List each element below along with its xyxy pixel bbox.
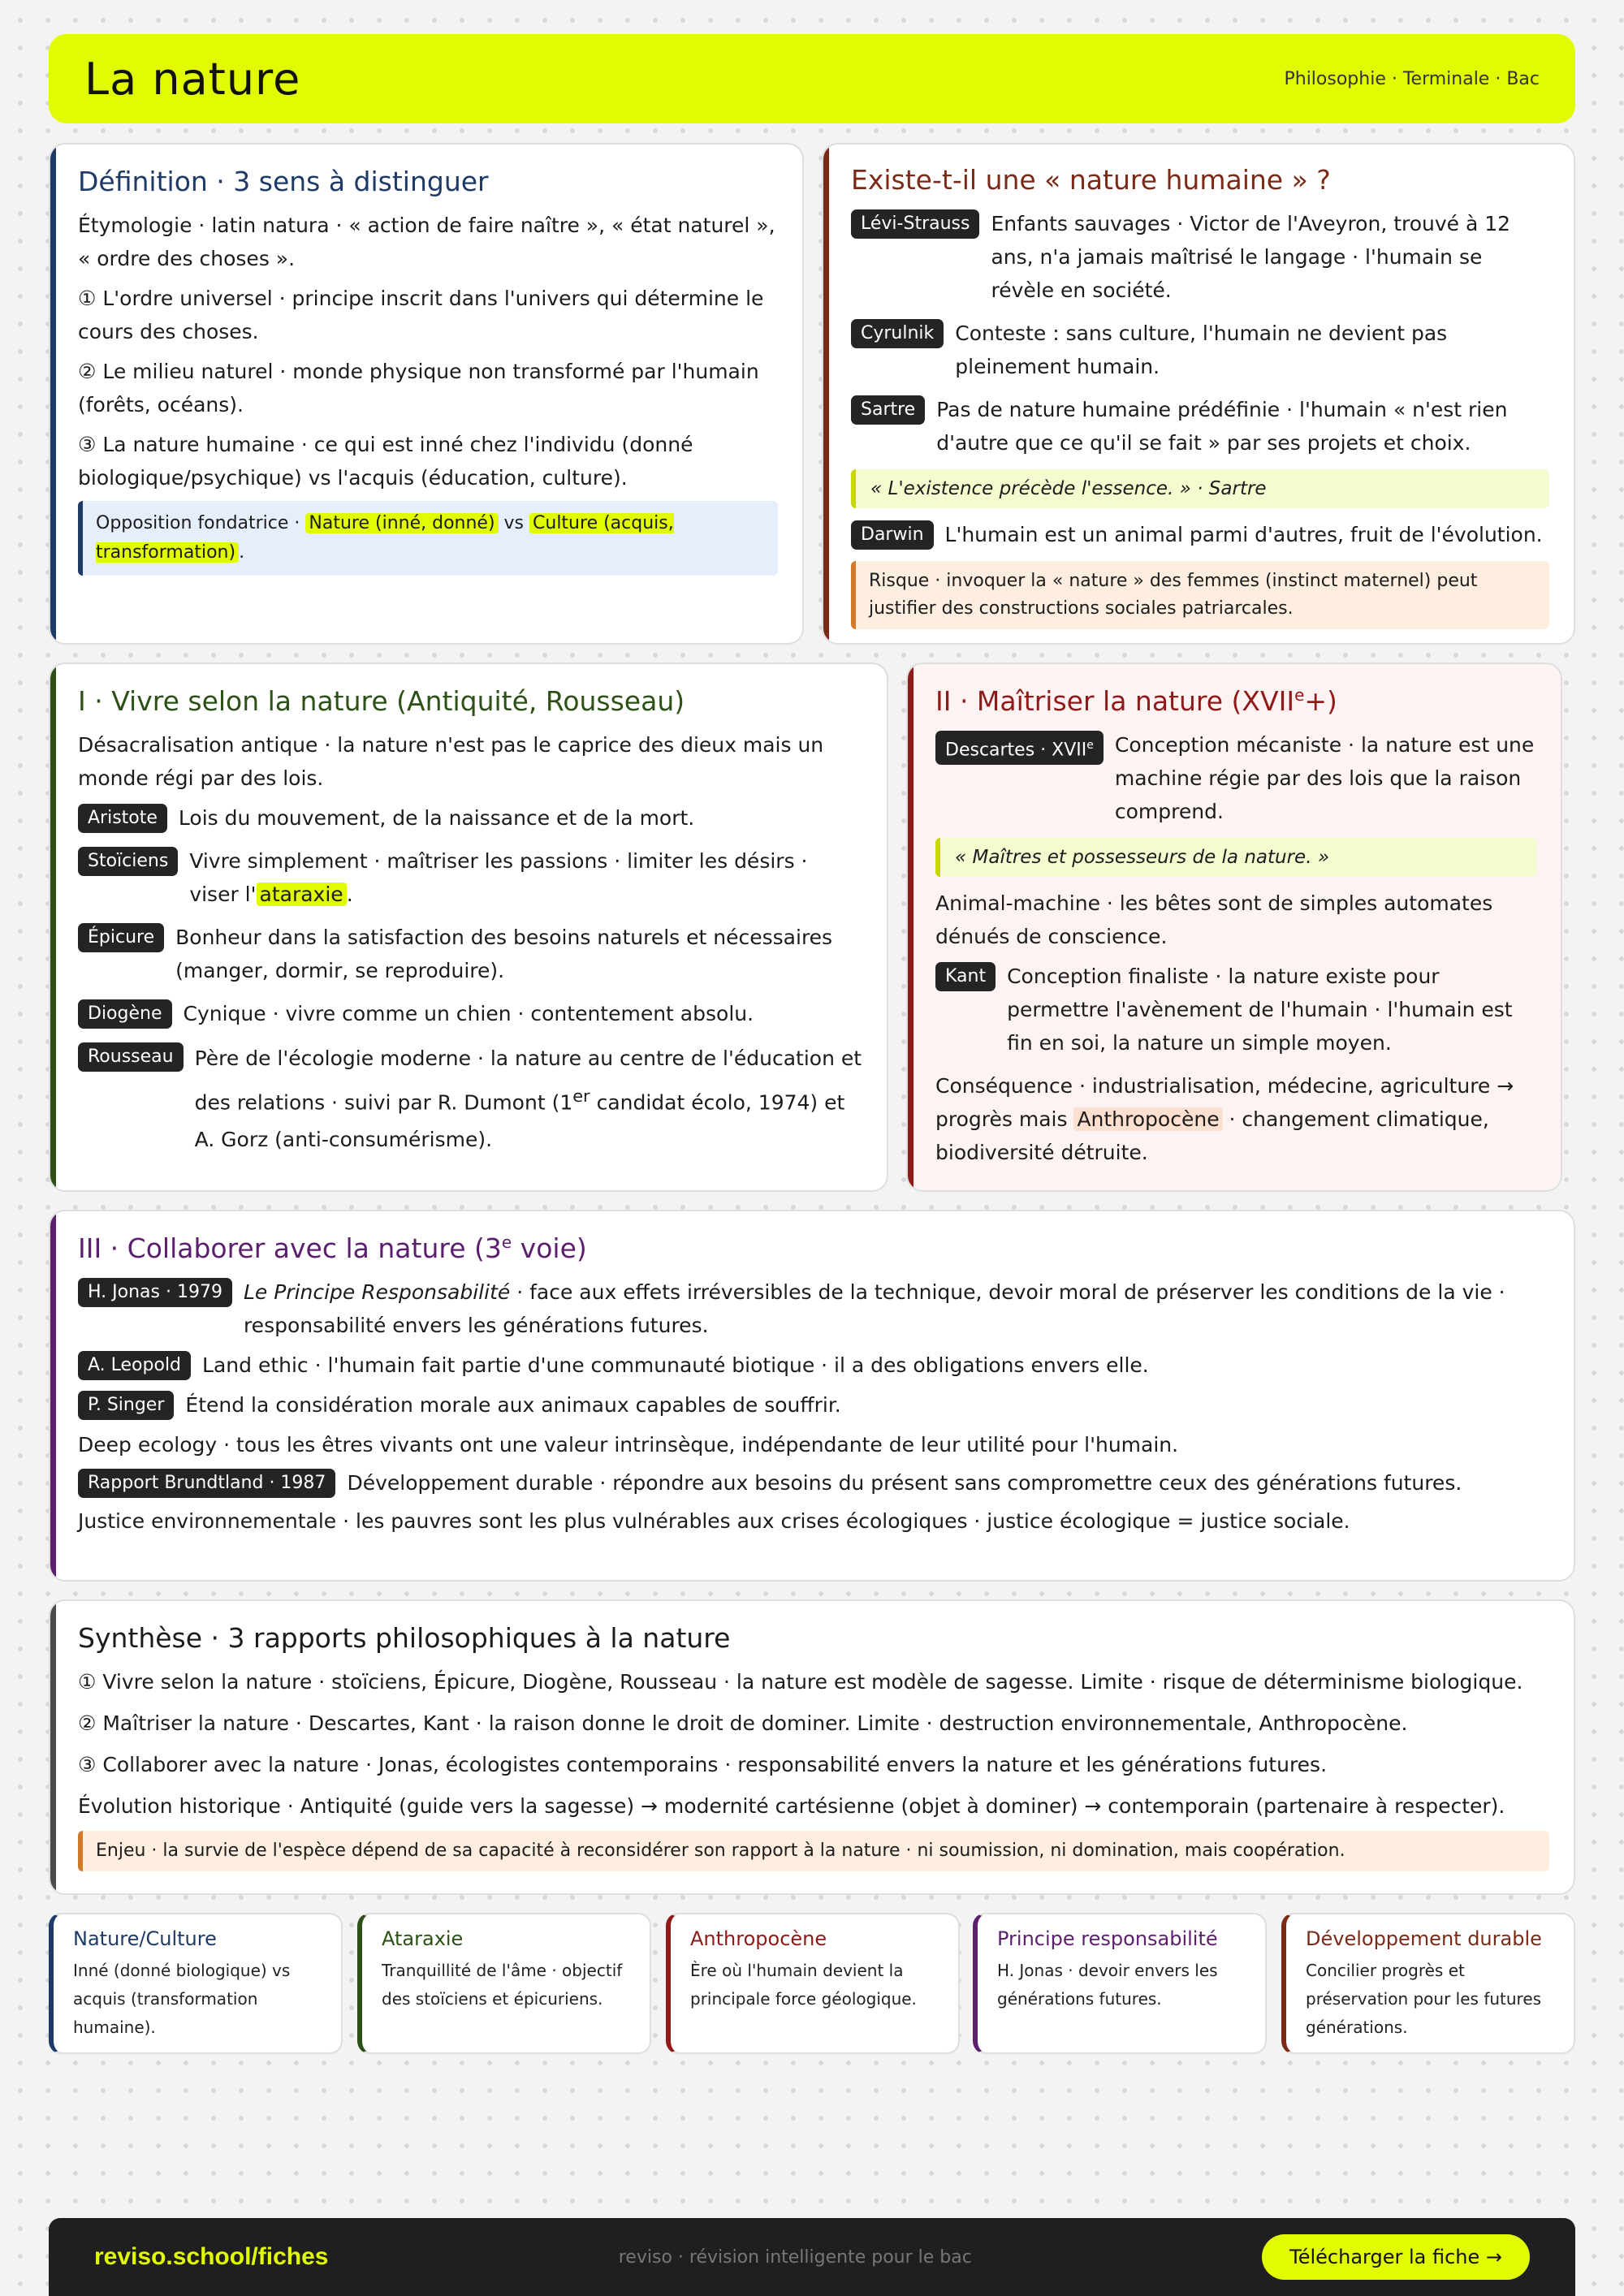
justice-text: Justice environnementale · les pauvres sont les plus vulnérables aux crises écologiques · justice écologique = justice sociale. xyxy=(78,1509,1350,1533)
sense-2-text: ② Le milieu naturel · monde physique non transformé par l'humain (forêts, océans). xyxy=(78,360,759,416)
page-title: La nature xyxy=(84,53,301,105)
glossary-card xyxy=(1281,1913,1575,2054)
consequence-a: Conséquence · industrialisation, médecine, agriculture → progrès mais xyxy=(935,1074,1514,1131)
item-text: Land ethic · l'humain fait partie d'une communauté biotique · il a des obligations envers elle. xyxy=(202,1353,1149,1377)
part-1-title: I · Vivre selon la nature (Antiquité, Rousseau) xyxy=(78,685,685,717)
author-tag: Stoïciens xyxy=(78,847,178,876)
highlight-nature: Nature (inné, donné) xyxy=(305,513,498,533)
author-tag: A. Leopold xyxy=(78,1351,191,1380)
glossary-term: Ataraxie xyxy=(382,1927,464,1950)
synthese-title: Synthèse · 3 rapports philosophiques à la nature xyxy=(78,1622,731,1654)
item-text: Bonheur dans la satisfaction des besoins naturels et nécessaires (manger, dormir, se reproduire). xyxy=(175,926,833,982)
author-tag: Lévi-Strauss xyxy=(851,209,979,239)
sense-3-text: ③ La nature humaine · ce qui est inné chez l'individu (donné biologique/psychique) vs l'acquis (éducation, culture). xyxy=(78,433,693,490)
download-button[interactable]: Télécharger la fiche → xyxy=(1262,2234,1530,2280)
author-tag: Diogène xyxy=(78,999,172,1029)
superscript: er xyxy=(572,1086,590,1106)
brand-link[interactable]: reviso.school/fiches xyxy=(94,2243,329,2270)
sense-1-text: ① L'ordre universel · principe inscrit dans l'univers qui détermine le cours des choses. xyxy=(78,287,764,343)
stoiciens-text: Vivre simplement · maîtriser les passions · limiter les désirs · viser l' xyxy=(189,849,808,906)
part-1-card xyxy=(49,662,888,1192)
etymology-text: Étymologie · latin natura · « action de faire naître », « état naturel », « ordre des choses ». xyxy=(78,214,775,270)
list-item xyxy=(78,921,862,987)
author-tag: Darwin xyxy=(851,520,934,550)
author-tag: Aristote xyxy=(78,804,167,833)
page-header xyxy=(49,34,1575,123)
stoiciens-end: . xyxy=(346,883,353,906)
glossary-term: Développement durable xyxy=(1306,1927,1542,1950)
item-text: Développement durable · répondre aux besoins du présent sans compromettre ceux des générations futures. xyxy=(347,1471,1462,1495)
list-item xyxy=(851,518,1549,551)
part-3-title-b: voie) xyxy=(512,1232,587,1264)
part-3-card xyxy=(49,1210,1575,1582)
glossary-definition: H. Jonas · devoir envers les générations futures. xyxy=(997,1961,1218,2009)
synthese-line-2: ② Maîtriser la nature · Descartes, Kant · la raison donne le droit de dominer. Limite · destruction environnementale, Anthropocène. xyxy=(78,1711,1408,1735)
descartes-quote: « Maîtres et possesseurs de la nature. » xyxy=(935,838,1536,877)
item-text: Lois du mouvement, de la naissance et de la mort. xyxy=(178,806,695,830)
glossary-definition: Tranquillité de l'âme · objectif des stoïciens et épicuriens. xyxy=(382,1961,623,2009)
superscript: e xyxy=(1294,685,1305,705)
author-tag: Rousseau xyxy=(78,1042,184,1072)
item-text: Étend la considération morale aux animaux capables de souffrir. xyxy=(185,1393,841,1417)
animal-machine-text: Animal-machine · les bêtes sont de simples automates dénués de conscience. xyxy=(935,891,1493,948)
item-text xyxy=(195,1040,862,1159)
item-text xyxy=(189,844,862,911)
footer-tagline: reviso · révision intelligente pour le bac xyxy=(618,2246,972,2268)
glossary-definition: Inné (donné biologique) vs acquis (transformation humaine). xyxy=(73,1961,291,2037)
author-tag: Kant xyxy=(935,962,996,991)
glossary-card xyxy=(666,1913,960,2054)
glossary-term: Principe responsabilité xyxy=(997,1927,1218,1950)
glossary-term: Nature/Culture xyxy=(73,1927,217,1950)
list-item xyxy=(78,1040,862,1159)
superscript: e xyxy=(501,1232,512,1252)
intro-text: Désacralisation antique · la nature n'est pas le caprice des dieux mais un monde régi par des lois. xyxy=(78,733,824,790)
list-item xyxy=(935,960,1536,1060)
part-3-title-a: III · Collaborer avec la nature (3 xyxy=(78,1232,502,1264)
sartre-quote: « L'existence précède l'essence. » · Sartre xyxy=(851,469,1549,508)
list-item xyxy=(78,1349,1549,1382)
synthese-line-4: Évolution historique · Antiquité (guide vers la sagesse) → modernité cartésienne (objet à dominer) → contemporain (partenaire à respecter). xyxy=(78,1794,1505,1818)
author-tag: Cyrulnik xyxy=(851,319,944,348)
part-2-title xyxy=(935,685,1536,717)
list-item xyxy=(935,728,1536,828)
author-tag: Épicure xyxy=(78,923,164,952)
synthese-line-3: ③ Collaborer avec la nature · Jonas, écologistes contemporains · responsabilité envers la nature et les générations futures. xyxy=(78,1753,1328,1776)
opposition-box xyxy=(78,501,778,576)
list-item xyxy=(851,207,1549,307)
list-item xyxy=(78,1275,1549,1342)
opposition-end: . xyxy=(239,542,245,563)
part-2-title-b: +) xyxy=(1304,685,1337,717)
item-text: Conception finaliste · la nature existe pour permettre l'avènement de l'humain · l'humain est fin en soi, la nature un simple moyen. xyxy=(1007,965,1513,1055)
synthese-card xyxy=(49,1599,1575,1895)
breadcrumb: Philosophie · Terminale · Bac xyxy=(1284,68,1540,89)
highlight-ataraxie: ataraxie xyxy=(257,883,347,906)
consequence-b: · changement climatique, biodiversité détruite. xyxy=(935,1107,1489,1164)
glossary-definition: Concilier progrès et préservation pour les futures générations. xyxy=(1306,1961,1542,2037)
superscript: e xyxy=(1086,739,1094,752)
list-item xyxy=(78,1388,1549,1422)
rousseau-text-a: Père de l'écologie moderne · la nature au centre de l'éducation et des relations · suivi par R. Dumont (1 xyxy=(194,1047,862,1115)
part-2-card xyxy=(906,662,1562,1192)
author-tag: Sartre xyxy=(851,395,925,425)
list-item xyxy=(851,393,1549,460)
human-nature-title: Existe-t-il une « nature humaine » ? xyxy=(851,164,1331,196)
tag-text: Descartes · XVII xyxy=(945,740,1087,761)
synthese-line-1: ① Vivre selon la nature · stoïciens, Épicure, Diogène, Rousseau · la nature est modèle de sagesse. Limite · risque de déterminisme biologique. xyxy=(78,1670,1523,1694)
book-title: Le Principe Responsabilité xyxy=(243,1280,511,1304)
list-item xyxy=(78,997,862,1030)
list-item xyxy=(78,801,862,835)
item-text: Pas de nature humaine prédéfinie · l'humain « n'est rien d'autre que ce qu'il se fait » par ses projets et choix. xyxy=(936,398,1508,455)
page-footer xyxy=(49,2218,1575,2296)
definition-title: Définition · 3 sens à distinguer xyxy=(78,166,489,197)
list-item xyxy=(851,317,1549,383)
glossary-card xyxy=(49,1913,343,2054)
item-text: Conception mécaniste · la nature est une machine régie par des lois que la raison comprend. xyxy=(1114,733,1535,823)
rousseau-text-b: candidat écolo, 1974) et A. Gorz (anti-consumérisme). xyxy=(194,1090,845,1152)
highlight-anthropocene: Anthropocène xyxy=(1073,1107,1222,1131)
list-item xyxy=(78,844,862,911)
human-nature-card xyxy=(822,143,1575,645)
risk-box: Risque · invoquer la « nature » des femmes (instinct maternel) peut justifier des constructions sociales patriarcales. xyxy=(851,561,1549,629)
opposition-vs: vs xyxy=(498,513,530,533)
jonas-text: · face aux effets irréversibles de la technique, devoir moral de préserver les conditions de la vie · responsabilité envers les générations futures. xyxy=(243,1280,1505,1337)
item-text: Conteste : sans culture, l'humain ne devient pas pleinement humain. xyxy=(955,322,1448,378)
consequence-text xyxy=(935,1069,1536,1169)
author-tag xyxy=(935,731,1104,765)
author-tag: Rapport Brundtland · 1987 xyxy=(78,1469,335,1498)
glossary-term: Anthropocène xyxy=(690,1927,827,1950)
item-text: Cynique · vivre comme un chien · contentement absolu. xyxy=(183,1002,754,1025)
author-tag: H. Jonas · 1979 xyxy=(78,1278,232,1307)
author-tag: P. Singer xyxy=(78,1391,174,1420)
item-text xyxy=(244,1275,1549,1342)
part-2-title-a: II · Maîtriser la nature (XVII xyxy=(935,685,1295,717)
item-text: L'humain est un animal parmi d'autres, fruit de l'évolution. xyxy=(944,523,1543,546)
list-item xyxy=(78,1466,1549,1500)
item-text: Enfants sauvages · Victor de l'Aveyron, trouvé à 12 ans, n'a jamais maîtrisé le langage · l'humain se révèle en société. xyxy=(991,212,1511,302)
definition-card xyxy=(49,143,804,645)
highlight-culture: Culture (acquis, transformation) xyxy=(96,513,674,563)
deep-ecology-text: Deep ecology · tous les êtres vivants ont une valeur intrinsèque, indépendante de leur utilité pour l'humain. xyxy=(78,1433,1179,1457)
glossary-card xyxy=(973,1913,1267,2054)
enjeu-box: Enjeu · la survie de l'espèce dépend de sa capacité à reconsidérer son rapport à la nature · ni soumission, ni domination, mais coopération. xyxy=(78,1831,1549,1871)
glossary-card xyxy=(357,1913,651,2054)
part-3-title xyxy=(78,1232,1549,1264)
glossary-definition: Ère où l'humain devient la principale force géologique. xyxy=(690,1961,917,2009)
opposition-prefix: Opposition fondatrice · xyxy=(96,513,306,533)
